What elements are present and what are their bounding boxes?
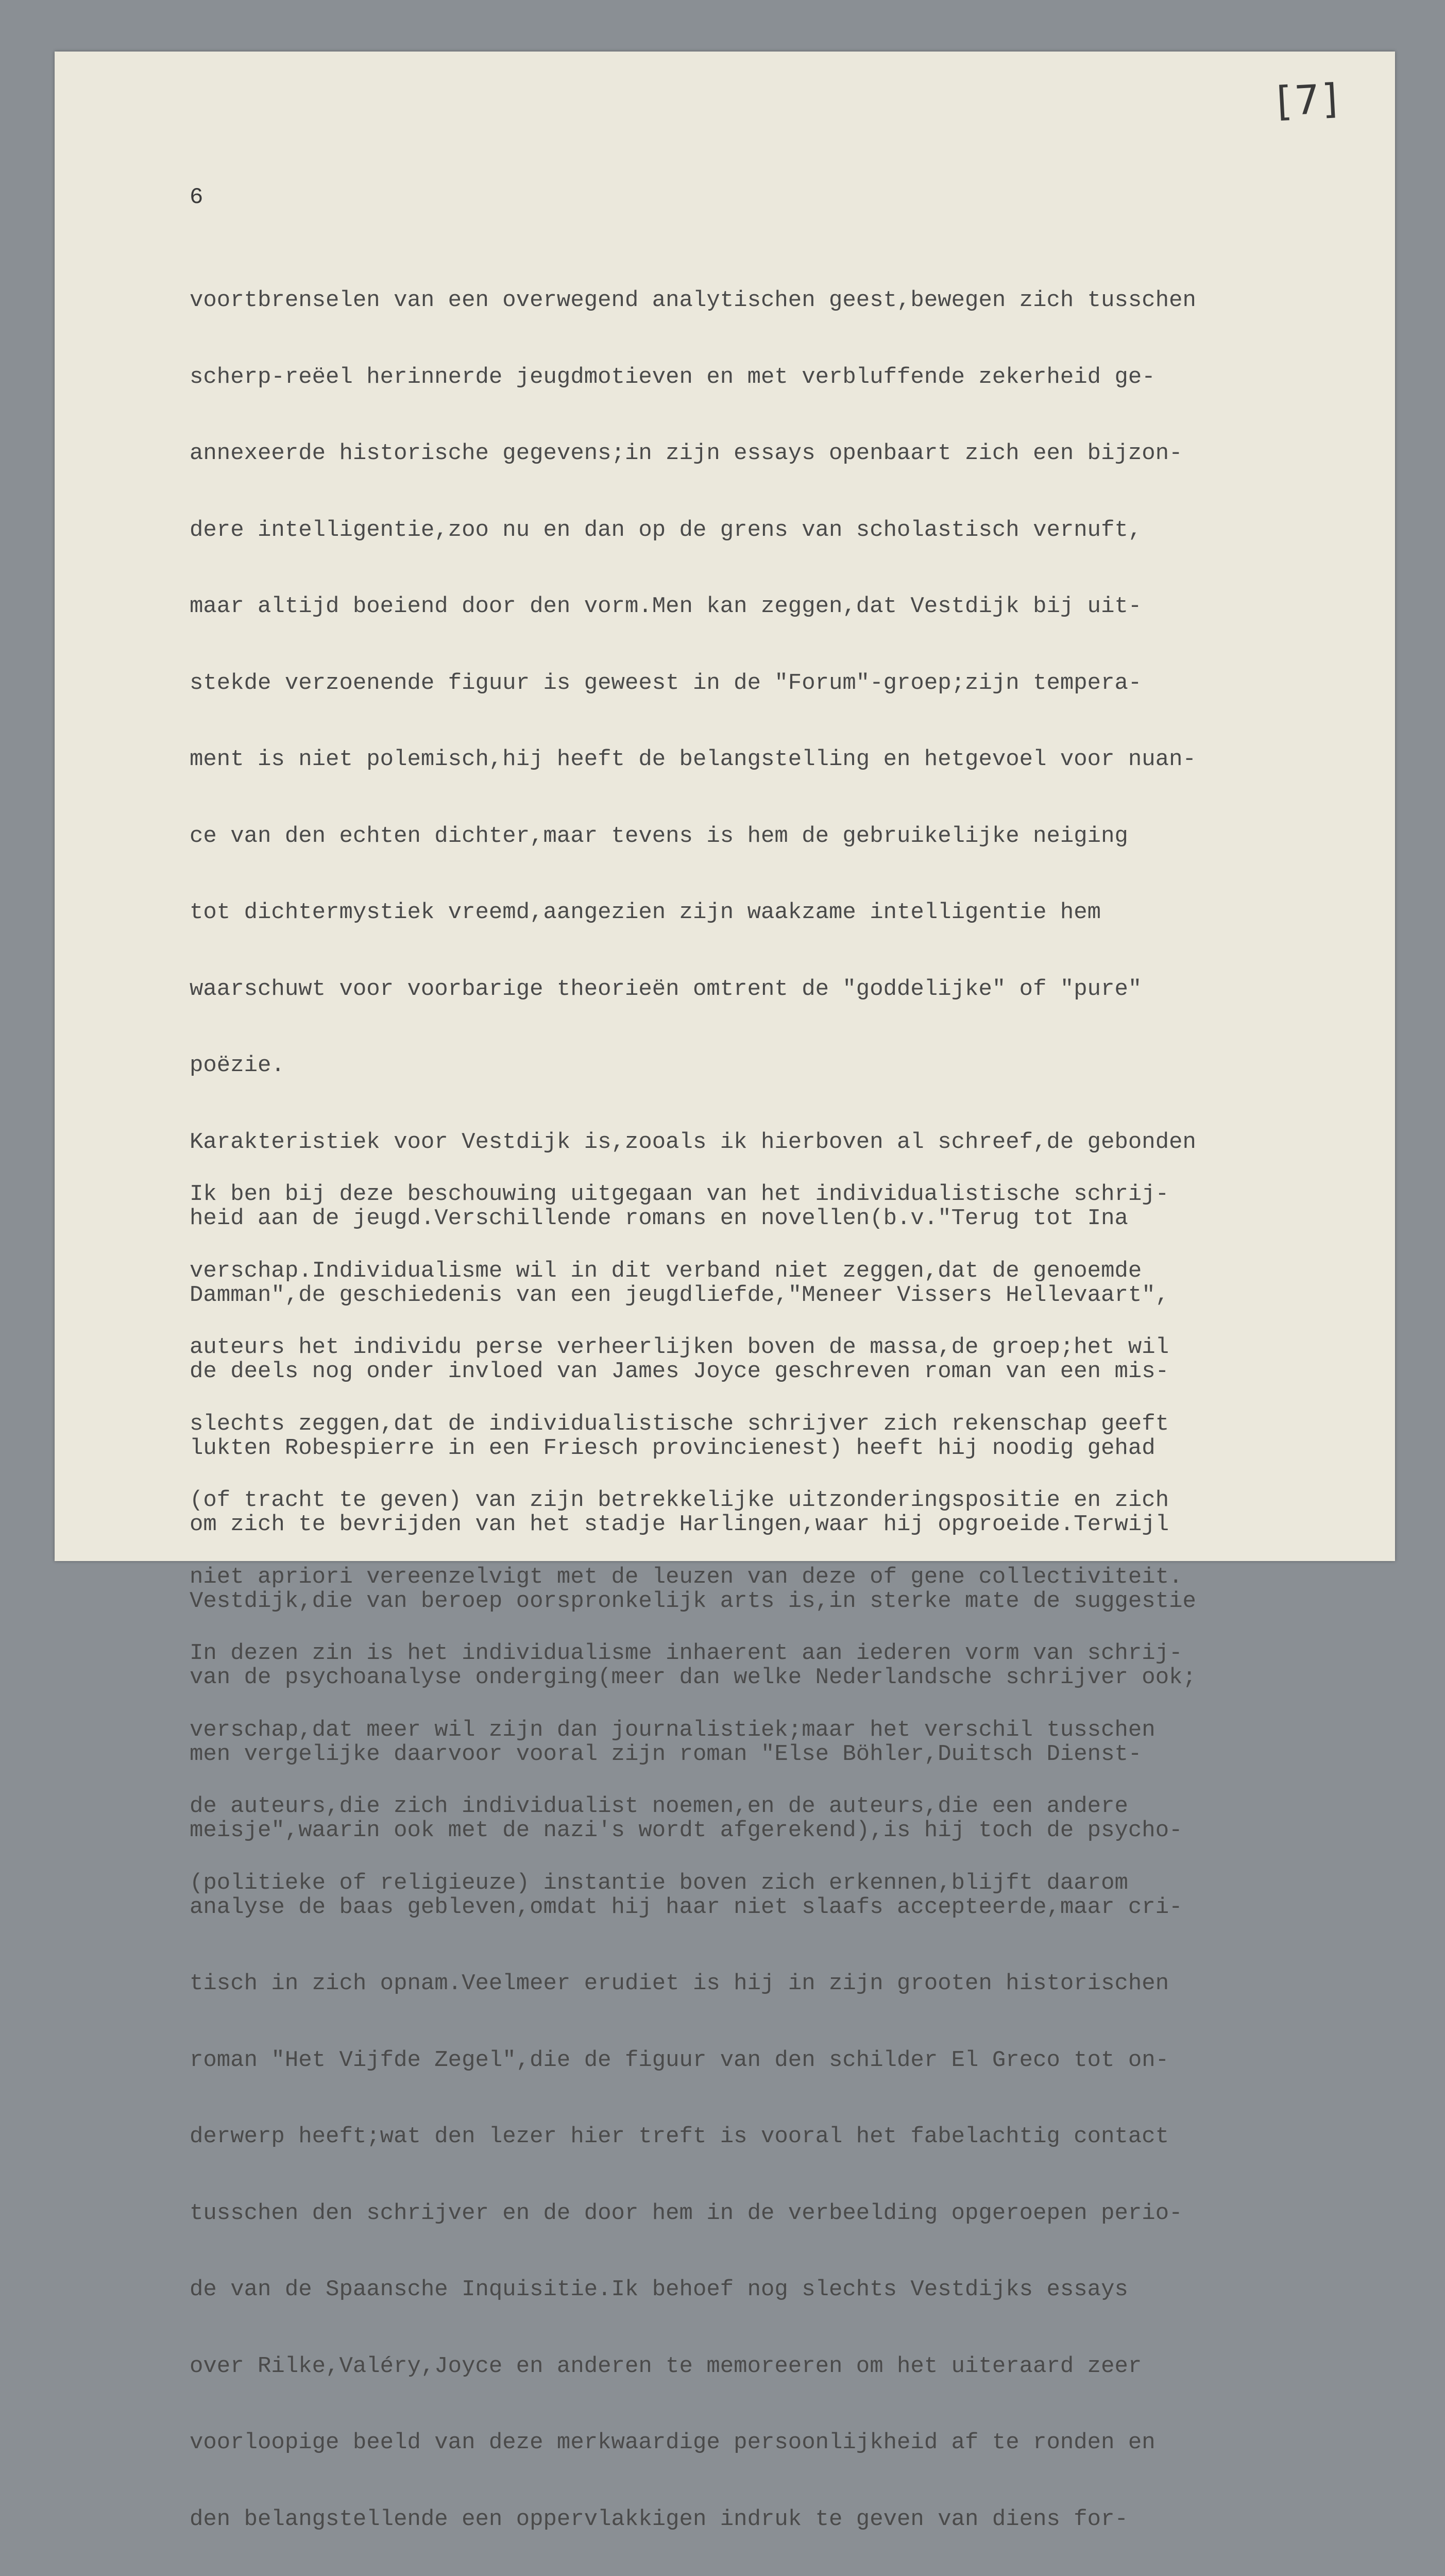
page-number: 6 [190,184,203,210]
text-line: (of tracht te geven) van zijn betrekkelijke uitzonderingspositie en zich [190,1487,1169,1513]
text-line: Damman",de geschiedenis van een jeugdliefde,"Meneer Vissers Hellevaart", [190,1282,1169,1308]
text-line: derwerp heeft;wat den lezer hier treft is vooral het fabelachtig contact [190,2124,1169,2149]
text-line: dere intelligentie,zoo nu en dan op de grens van scholastisch vernuft, [190,517,1142,543]
text-line: de auteurs,die zich individualist noemen,en de auteurs,die een andere [190,1793,1128,1819]
text-line: analyse de baas gebleven,omdat hij haar niet slaafs accepteerde,maar cri- [190,1894,1183,1920]
text-line: (politieke of religieuze) instantie boven zich erkennen,blijft daarom [190,1870,1128,1896]
text-line: tot dichtermystiek vreemd,aangezien zijn waakzame intelligentie hem [190,900,1101,925]
text-line: annexeerde historische gegevens;in zijn essays openbaart zich een bijzon- [190,440,1183,466]
text-line: niet apriori vereenzelvigt met de leuzen van deze of gene collectiviteit. [190,1564,1183,1590]
text-line: de deels nog onder invloed van James Joyce geschreven roman van een mis- [190,1359,1169,1384]
text-line: slechts zeggen,dat de individualistische schrijver zich rekenschap geeft [190,1411,1169,1437]
archive-folio-mark: [7] [1275,75,1341,126]
text-line: stekde verzoenende figuur is geweest in de "Forum"-groep;zijn tempera- [190,670,1142,696]
text-line: voortbrenselen van een overwegend analytischen geest,bewegen zich tusschen [190,287,1196,313]
text-line: de van de Spaansche Inquisitie.Ik behoef nog slechts Vestdijks essays [190,2277,1128,2302]
text-line: den belangstellende een oppervlakkigen indruk te geven van diens for- [190,2506,1128,2532]
text-line: lukten Robespierre in een Friesch provincienest) heeft hij noodig gehad [190,1435,1155,1461]
text-line: voorloopige beeld van deze merkwaardige persoonlijkheid af te ronden en [190,2430,1155,2455]
text-line: Vestdijk,die van beroep oorspronkelijk arts is,in sterke mate de suggestie [190,1588,1196,1614]
text-line: waarschuwt voor voorbarige theorieën omtrent de "goddelijke" of "pure" [190,976,1142,1002]
text-line: Ik ben bij deze beschouwing uitgegaan van het individualistische schrij- [190,1181,1169,1207]
text-line: men vergelijke daarvoor vooral zijn roman "Else Böhler,Duitsch Dienst- [190,1741,1142,1767]
text-line: scherp-reëel herinnerde jeugdmotieven en met verbluffende zekerheid ge- [190,364,1155,390]
text-line: tusschen den schrijver en de door hem in de verbeelding opgeroepen perio- [190,2200,1183,2226]
text-line: poëzie. [190,1053,285,1078]
paragraph-2 [190,1131,1183,1947]
text-line: om zich te bevrijden van het stadje Harlingen,waar hij opgroeide.Terwijl [190,1512,1169,1537]
text-line: meisje",waarin ook met de nazi's wordt afgerekend),is hij toch de psycho- [190,1818,1183,1843]
text-line: tisch in zich opnam.Veelmeer erudiet is hij in zijn grooten historischen [190,1971,1169,1996]
text-line: ce van den echten dichter,maar tevens is hem de gebruikelijke neiging [190,823,1128,849]
text-line: maar altijd boeiend door den vorm.Men kan zeggen,dat Vestdijk bij uit- [190,594,1142,619]
text-line: ment is niet polemisch,hij heeft de belangstelling en hetgevoel voor nuan- [190,747,1196,772]
text-line: roman "Het Vijfde Zegel",die de figuur van den schilder El Greco tot on- [190,2047,1169,2073]
text-line: heid aan de jeugd.Verschillende romans en novellen(b.v."Terug tot Ina [190,1206,1128,1231]
text-line: over Rilke,Valéry,Joyce en anderen te memoreeren om het uiteraard zeer [190,2353,1142,2379]
text-line: van de psychoanalyse onderging(meer dan welke Nederlandsche schrijver ook; [190,1665,1196,1690]
typescript-page [55,52,1395,2532]
text-line: auteurs het individu perse verheerlijken boven de massa,de groep;het wil [190,1334,1169,1360]
text-line: verschap,dat meer wil zijn dan journalistiek;maar het verschil tusschen [190,1717,1155,1743]
text-line: verschap.Individualisme wil in dit verband niet zeggen,dat de genoemde [190,1258,1142,1284]
text-line: Karakteristiek voor Vestdijk is,zooals ik hierboven al schreef,de gebonden [190,1129,1196,1155]
text-line: In dezen zin is het individualisme inhaerent aan iederen vorm van schrij- [190,1640,1183,1666]
